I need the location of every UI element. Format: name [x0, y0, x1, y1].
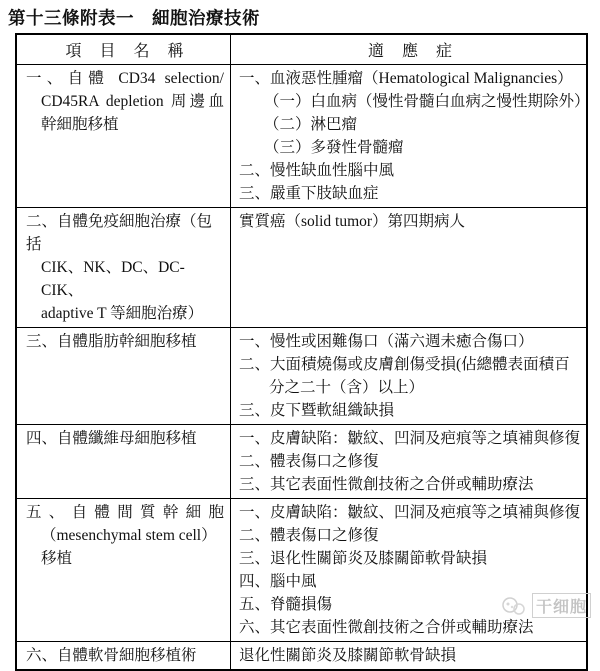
- indication-cell: [231, 425, 586, 498]
- item-line: （mesenchymal stem cell）: [41, 527, 217, 544]
- item-line: CD45RA depletion 周邊血: [41, 93, 224, 110]
- indication-line: 六、其它表面性微創技術之合併或輔助療法: [239, 619, 534, 636]
- indication-line: （三）多發性骨髓瘤: [264, 139, 404, 156]
- item-line: 二、自體免疫細胞治療（包括: [26, 213, 213, 253]
- table-row: [17, 64, 590, 207]
- item-line: 六、自體軟骨細胞移植術: [26, 647, 197, 664]
- header-item-name: 項 目 名 稱: [17, 35, 231, 64]
- table-row: [17, 327, 586, 424]
- table-row: [17, 424, 586, 498]
- item-cell: [17, 208, 231, 327]
- indication-line: 一、皮膚缺陷：皺紋、凹洞及疤痕等之填補與修復: [239, 504, 581, 521]
- item-line: 一、自體 CD34 selection/: [26, 70, 224, 87]
- item-line: 移植: [41, 550, 73, 567]
- indication-line: 五、脊髓損傷: [239, 596, 333, 613]
- watermark-text: 干细胞: [532, 593, 591, 618]
- indication-line: 實質癌（solid tumor）第四期病人: [239, 213, 466, 230]
- indication-line: 二、體表傷口之修復: [239, 527, 379, 544]
- indication-line: （二）淋巴瘤: [264, 116, 358, 133]
- indication-line: 一、血液惡性腫瘤（Hematological Malignancies）: [239, 70, 573, 87]
- item-cell: [17, 425, 231, 498]
- item-line: 三、自體脂肪幹細胞移植: [26, 333, 197, 350]
- indication-line: 三、皮下暨軟組織缺損: [239, 402, 395, 419]
- item-line: 五、自體間質幹細胞: [26, 504, 224, 521]
- table-row: [17, 498, 586, 641]
- page-title: 第十三條附表一 細胞治療技術: [8, 8, 260, 28]
- table-row: [17, 641, 586, 669]
- indication-cell: [231, 499, 586, 641]
- indication-line: 二、大面積燒傷或皮膚創傷受損(佔總體表面積百: [239, 356, 570, 373]
- indication-line: 一、皮膚缺陷：皺紋、凹洞及疤痕等之填補與修復: [239, 430, 581, 447]
- header-indication: 適 應 症: [367, 43, 453, 60]
- indication-line: 退化性關節炎及膝關節軟骨缺損: [239, 647, 457, 664]
- item-cell: [17, 328, 231, 424]
- item-line: adaptive T 等細胞治療）: [41, 305, 204, 322]
- table-body: [17, 64, 590, 669]
- item-line: 幹細胞移植: [41, 116, 119, 133]
- table-row: [17, 207, 586, 327]
- indication-line: 三、嚴重下肢缺血症: [239, 185, 379, 202]
- indication-cell: [231, 328, 586, 424]
- cell-therapy-table: [15, 33, 588, 671]
- indication-cell: [231, 208, 586, 327]
- item-line: CIK、NK、DC、DC-CIK、: [41, 259, 185, 299]
- indication-cell: [231, 65, 590, 207]
- indication-line: 一、慢性或困難傷口（滿六週未癒合傷口）: [239, 333, 534, 350]
- table-header-row: [17, 35, 586, 64]
- indication-line: 二、慢性缺血性腦中風: [239, 162, 395, 179]
- indication-cell: [231, 642, 586, 669]
- indication-line: 三、其它表面性微創技術之合併或輔助療法: [239, 476, 534, 493]
- indication-line: 分之二十（含）以上）: [269, 379, 425, 396]
- item-line: 四、自體纖維母細胞移植: [26, 430, 197, 447]
- indication-line: （一）白血病（慢性骨髓白血病之慢性期除外）: [264, 93, 590, 110]
- indication-line: 三、退化性關節炎及膝關節軟骨缺損: [239, 550, 488, 567]
- item-cell: [17, 499, 231, 641]
- item-cell: [17, 65, 231, 207]
- watermark: [501, 593, 591, 618]
- stem-cell-logo-icon: [501, 596, 527, 616]
- indication-line: 四、腦中風: [239, 573, 317, 590]
- indication-line: 二、體表傷口之修復: [239, 453, 379, 470]
- item-cell: [17, 642, 231, 669]
